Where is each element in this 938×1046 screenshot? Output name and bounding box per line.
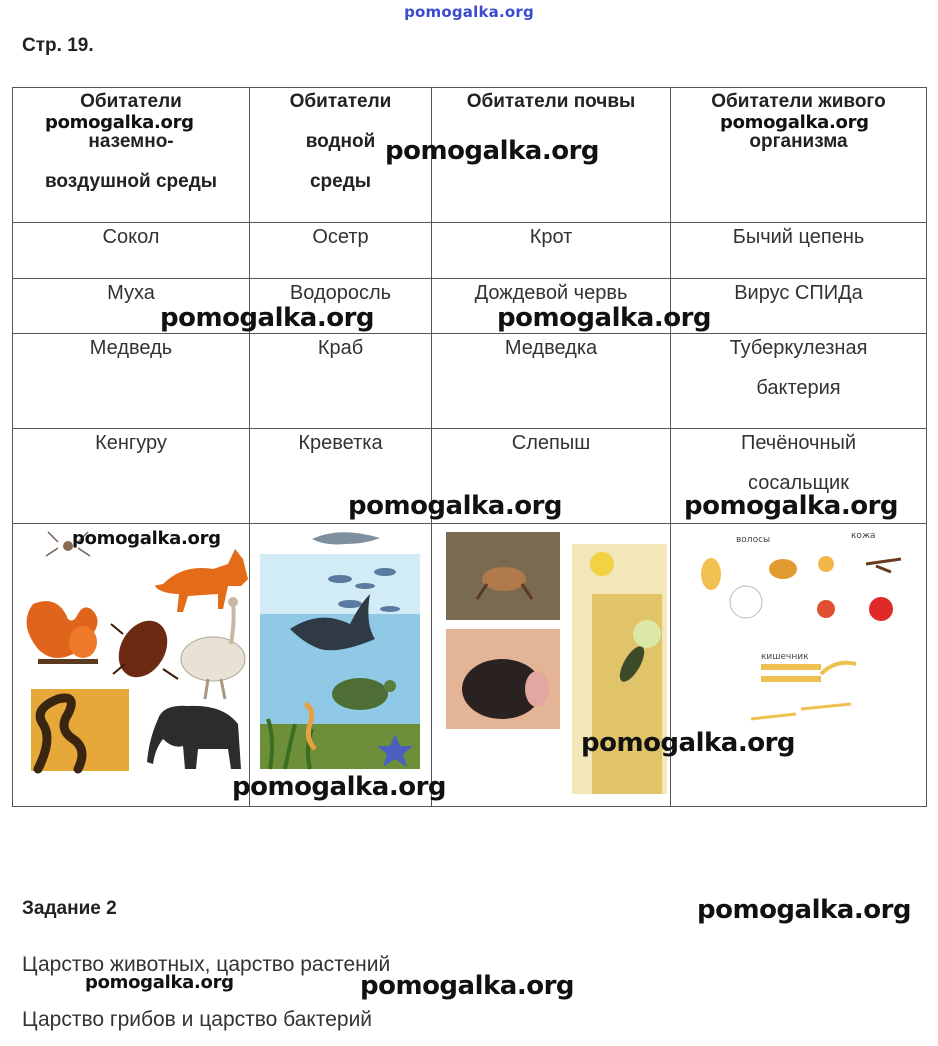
table-cell: Краб	[250, 334, 432, 429]
watermark: pomogalka.org	[85, 972, 234, 993]
table-cell: Водоросль	[250, 279, 432, 334]
mole-cricket-icon	[446, 532, 560, 620]
elephant-icon	[147, 706, 241, 769]
mosquito-icon	[866, 559, 901, 572]
watermark: pomogalka.org	[581, 728, 796, 758]
watermark: pomogalka.org	[720, 112, 869, 133]
skin-label: кожа	[851, 531, 876, 541]
task-title: Задание 2	[22, 898, 117, 919]
table-cell: Слепыш	[432, 429, 671, 524]
watermark: pomogalka.org	[360, 971, 575, 1001]
table-cell: Медведка	[432, 334, 671, 429]
land-air-illustration	[13, 524, 250, 807]
site-link[interactable]: pomogalka.org	[404, 3, 534, 21]
dolphin-icon	[312, 532, 380, 544]
answer-line: Царство животных, царство растений	[22, 953, 391, 976]
beetle-icon	[109, 612, 178, 686]
mole-icon	[446, 629, 560, 729]
table-cell: Туберкулезная бактерия	[671, 334, 927, 429]
watermark: pomogalka.org	[497, 303, 712, 333]
table-cell: Сокол	[13, 223, 250, 279]
watermark: pomogalka.org	[385, 136, 600, 166]
table-row	[13, 334, 927, 429]
mite-icon	[817, 556, 893, 621]
worm-icon	[751, 663, 856, 719]
table-cell: Кенгуру	[13, 429, 250, 524]
header-living-organism: Обитатели живого организма	[671, 88, 927, 223]
snake-icon	[31, 689, 129, 771]
answer-line: Царство грибов и царство бактерий	[22, 1008, 373, 1031]
ostrich-icon	[181, 597, 245, 699]
watermark: pomogalka.org	[45, 112, 194, 133]
habitat-table	[12, 87, 927, 807]
table-row	[13, 223, 927, 279]
table-cell: Дождевой червь	[432, 279, 671, 334]
table-cell: Медведь	[13, 334, 250, 429]
table-cell: Бычий цепень	[671, 223, 927, 279]
table-cell: Печёночный сосальщик	[671, 429, 927, 524]
header-land-air: Обитатели наземно- воздушной среды	[13, 88, 250, 223]
header-water: Обитатели водной среды	[250, 88, 432, 223]
watermark: pomogalka.org	[160, 303, 375, 333]
louse-icon	[701, 558, 721, 590]
header-soil: Обитатели почвы	[432, 88, 671, 223]
watermark: pomogalka.org	[232, 772, 447, 802]
watermark: pomogalka.org	[697, 895, 912, 925]
table-cell: Креветка	[250, 429, 432, 524]
table-cell: Муха	[13, 279, 250, 334]
squirrel-icon	[27, 601, 98, 664]
watermark: pomogalka.org	[72, 528, 221, 549]
hair-label: волосы	[736, 535, 771, 545]
water-illustration	[250, 524, 432, 807]
watermark: pomogalka.org	[684, 491, 899, 521]
flea-icon	[769, 559, 797, 579]
bacteria-icon	[730, 586, 762, 618]
intestine-label: кишечник	[761, 652, 809, 662]
table-cell: Крот	[432, 223, 671, 279]
table-cell: Осетр	[250, 223, 432, 279]
table-cell: Вирус СПИДа	[671, 279, 927, 334]
page-title: Стр. 19.	[22, 35, 94, 56]
parasite-illustration	[671, 524, 927, 807]
soil-illustration	[432, 524, 671, 807]
watermark: pomogalka.org	[348, 491, 563, 521]
table-row	[13, 279, 927, 334]
illustration-row	[13, 524, 927, 807]
